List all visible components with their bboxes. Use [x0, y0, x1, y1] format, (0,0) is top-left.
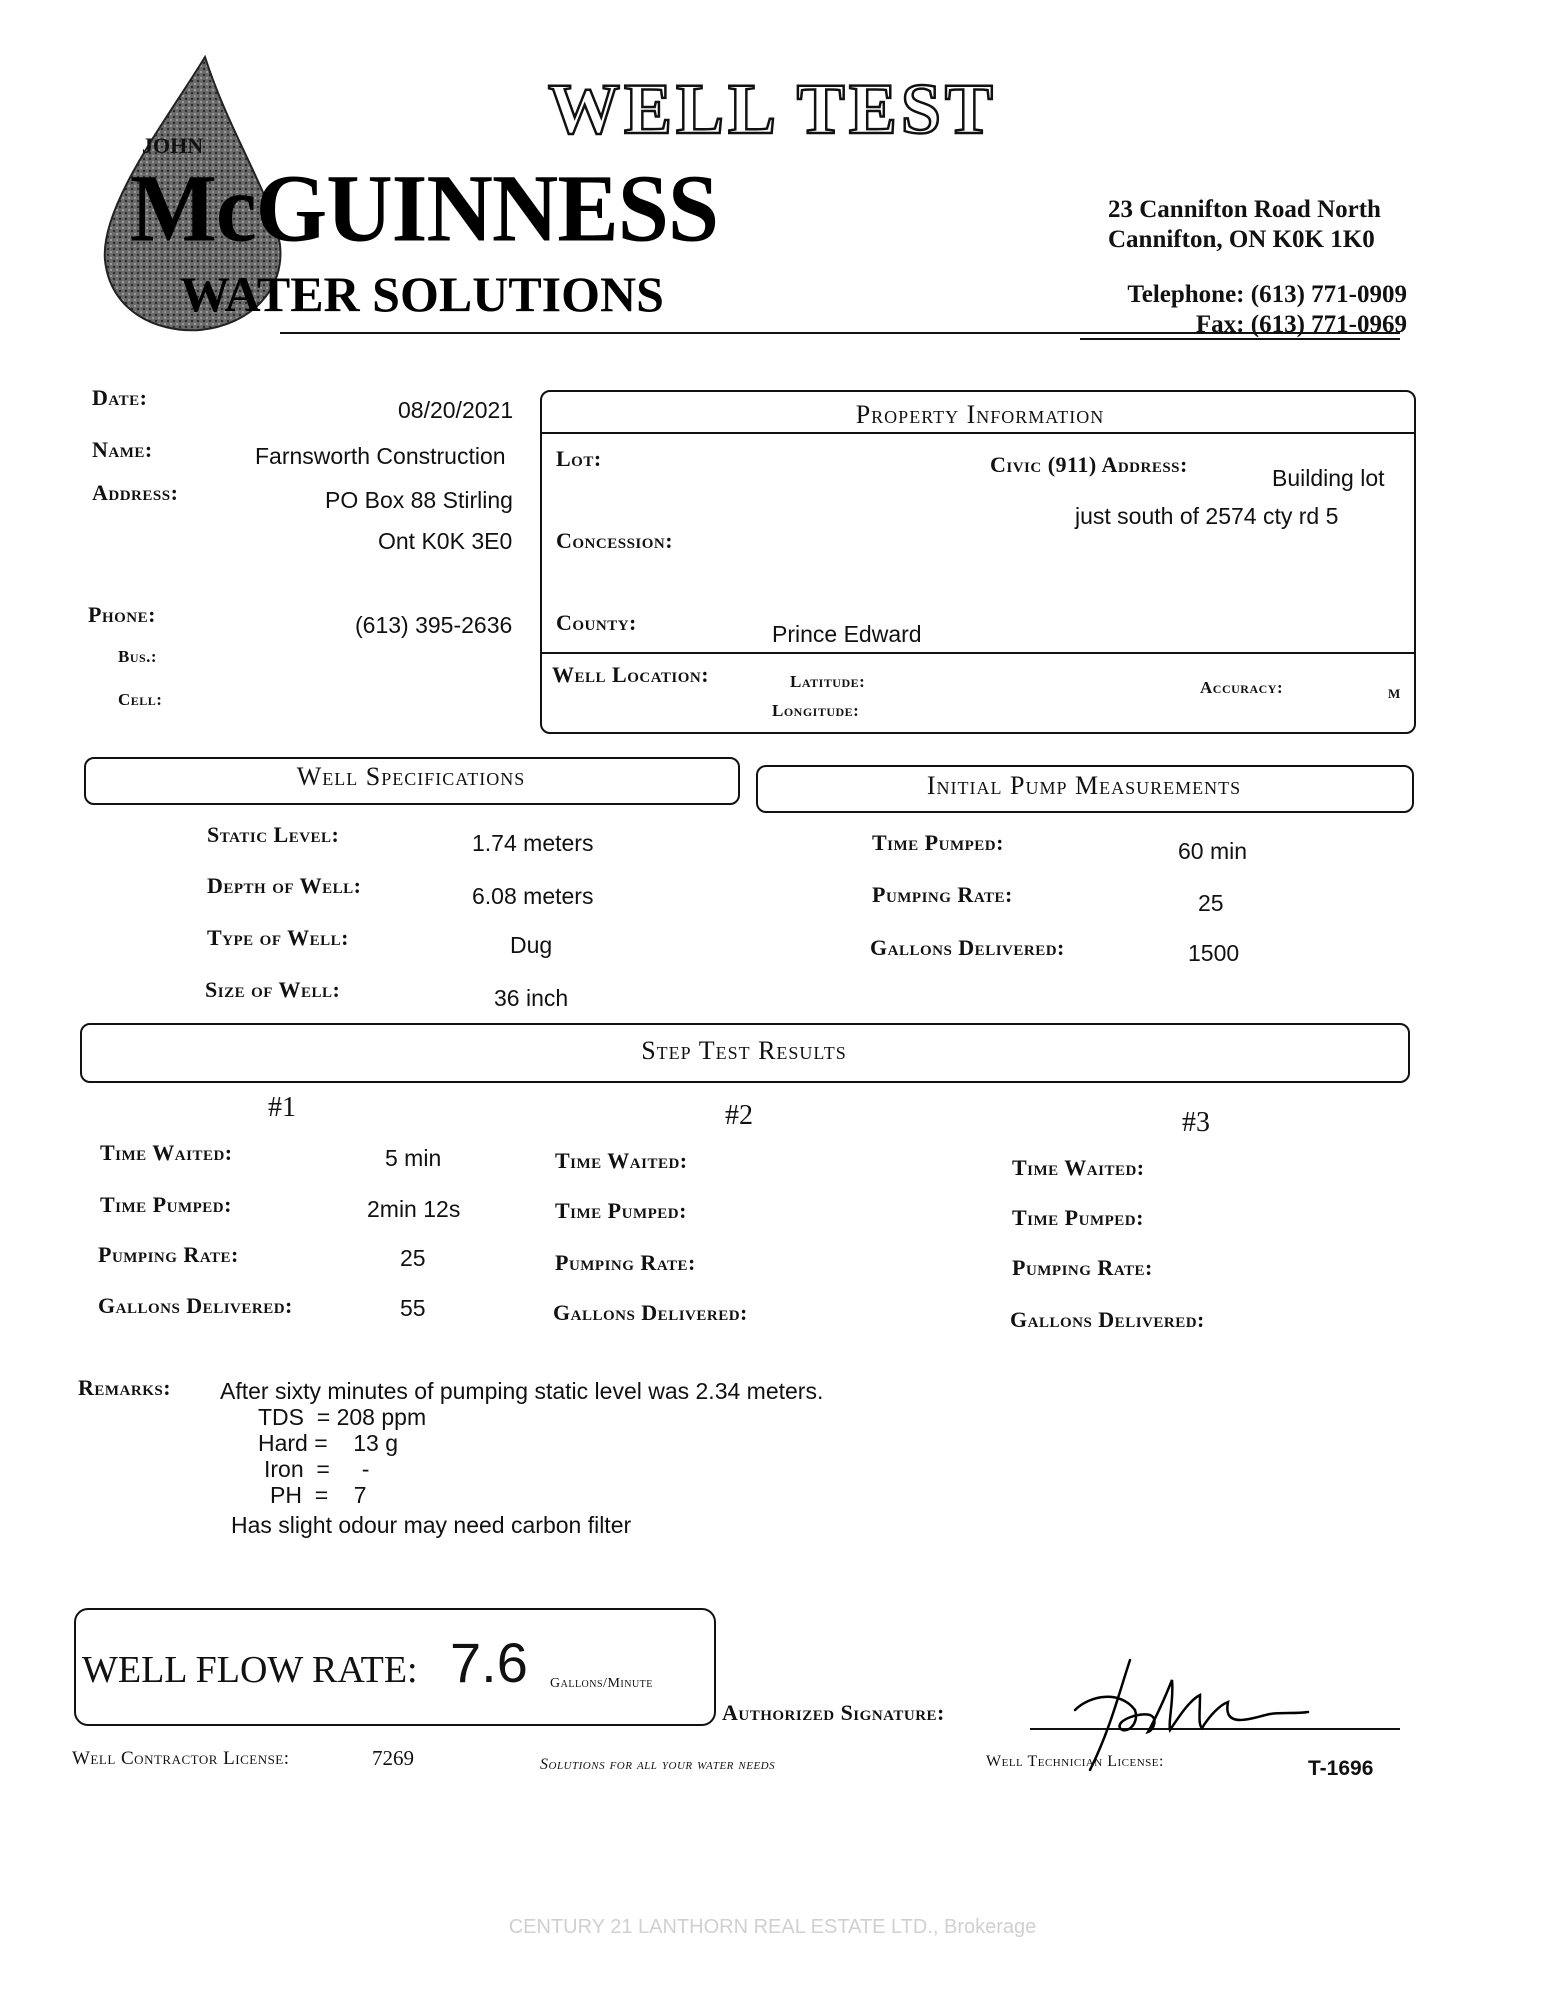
fax-value: (613) 771-0969 — [1250, 311, 1407, 338]
accuracy-label: Accuracy: — [1200, 678, 1284, 697]
civic-address-label: Civic (911) Address: — [990, 452, 1188, 477]
step-3-gallons-label: Gallons Delivered: — [1010, 1307, 1205, 1332]
logo-small-text: JOHN — [142, 133, 204, 158]
depth-label: Depth of Well: — [207, 873, 362, 898]
concession-label: Concession: — [556, 528, 674, 553]
step-1-gallons-value: 55 — [400, 1295, 426, 1321]
property-info-header-rule — [540, 432, 1414, 434]
date-label: Date: — [92, 385, 148, 410]
phone-value: (613) 395-2636 — [355, 612, 513, 638]
step-2-gallons-label: Gallons Delivered: — [553, 1300, 748, 1325]
step-1-time-waited-label: Time Waited: — [100, 1140, 233, 1165]
static-level-value: 1.74 meters — [472, 830, 594, 856]
remarks-hard: Hard = 13 g — [258, 1430, 398, 1456]
technician-license-label: Well Technician License: — [986, 1753, 1164, 1770]
property-info-title: Property Information — [855, 400, 1105, 429]
bus-label: Bus.: — [118, 647, 158, 666]
accuracy-unit: M — [1388, 686, 1401, 701]
initial-time-pumped-value: 60 min — [1178, 838, 1248, 864]
depth-value: 6.08 meters — [472, 883, 594, 909]
step-1-time-pumped-value: 2min 12s — [367, 1196, 461, 1222]
remarks-label: Remarks: — [78, 1375, 172, 1400]
document-title: WELL TEST — [548, 69, 997, 149]
name-value: Farnsworth Construction — [255, 443, 506, 469]
flow-rate-label: WELL FLOW RATE: — [82, 1649, 418, 1691]
flow-rate-unit: Gallons/Minute — [550, 1676, 653, 1691]
remarks-iron: Iron = - — [264, 1456, 370, 1482]
type-value: Dug — [510, 932, 553, 958]
initial-time-pumped-label: Time Pumped: — [872, 830, 1004, 855]
step-3-pumping-rate-label: Pumping Rate: — [1012, 1255, 1153, 1280]
telephone-label: Telephone: — [1127, 281, 1245, 308]
flow-rate-value: 7.6 — [450, 1631, 528, 1694]
fax-label: Fax: — [1195, 311, 1245, 338]
step-2-time-waited-label: Time Waited: — [555, 1148, 688, 1173]
longitude-label: Longitude: — [772, 701, 860, 720]
company-phone — [1095, 280, 1407, 340]
static-level-label: Static Level: — [207, 822, 340, 847]
authorized-signature-label: Authorized Signature: — [722, 1700, 945, 1725]
telephone-value: (613) 771-0909 — [1250, 281, 1407, 308]
address-line-1: 23 Cannifton Road North — [1108, 196, 1381, 223]
civic-address-value-1: Building lot — [1272, 465, 1385, 491]
initial-pump-title: Initial Pump Measurements — [926, 771, 1242, 800]
company-logo — [100, 55, 800, 335]
lot-label: Lot: — [556, 446, 602, 471]
name-label: Name: — [92, 437, 153, 462]
technician-license-value: T-1696 — [1308, 1757, 1374, 1780]
step-2-pumping-rate-label: Pumping Rate: — [555, 1250, 696, 1275]
cell-label: Cell: — [118, 690, 163, 709]
initial-pumping-rate-label: Pumping Rate: — [872, 882, 1013, 907]
initial-gallons-label: Gallons Delivered: — [870, 935, 1065, 960]
step-1-number: #1 — [268, 1092, 296, 1123]
step-1-pumping-rate-value: 25 — [400, 1245, 426, 1271]
logo-sub-text: WATER SOLUTIONS — [180, 266, 664, 322]
contractor-license-value: 7269 — [372, 1746, 414, 1770]
slogan: Solutions for all your water needs — [540, 1756, 776, 1773]
step-2-time-pumped-label: Time Pumped: — [555, 1198, 687, 1223]
civic-address-value-2: just south of 2574 cty rd 5 — [1075, 503, 1339, 529]
well-location-rule — [540, 652, 1414, 654]
address-line-2: Cannifton, ON K0K 1K0 — [1108, 226, 1375, 253]
remarks-line-1: After sixty minutes of pumping static level was 2.34 meters. — [220, 1378, 824, 1404]
step-1-time-waited-value: 5 min — [385, 1145, 442, 1171]
address-label: Address: — [92, 480, 179, 505]
company-address — [1108, 195, 1408, 255]
latitude-label: Latitude: — [790, 672, 866, 691]
phone-label: Phone: — [88, 602, 156, 627]
watermark: CENTURY 21 LANTHORN REAL ESTATE LTD., Brokerage — [508, 1916, 1037, 1938]
well-specs-title: Well Specifications — [296, 762, 526, 791]
county-label: County: — [556, 610, 637, 635]
step-3-number: #3 — [1182, 1107, 1210, 1138]
type-label: Type of Well: — [207, 925, 349, 950]
logo-main-text: McGUINNESS — [130, 154, 719, 262]
step-test-title: Step Test Results — [641, 1036, 847, 1065]
step-3-time-pumped-label: Time Pumped: — [1012, 1205, 1144, 1230]
step-2-number: #2 — [725, 1100, 753, 1131]
step-1-gallons-label: Gallons Delivered: — [98, 1293, 293, 1318]
step-1-time-pumped-label: Time Pumped: — [100, 1192, 232, 1217]
contractor-license-label: Well Contractor License: — [72, 1748, 290, 1769]
step-1-pumping-rate-label: Pumping Rate: — [98, 1242, 239, 1267]
county-value: Prince Edward — [772, 621, 922, 647]
address-value-2: Ont K0K 3E0 — [378, 528, 513, 554]
date-value: 08/20/2021 — [398, 397, 514, 423]
remarks-last-line: Has slight odour may need carbon filter — [231, 1512, 632, 1538]
address-value-1: PO Box 88 Stirling — [325, 487, 513, 513]
size-value: 36 inch — [494, 985, 569, 1011]
size-label: Size of Well: — [205, 977, 341, 1002]
remarks-tds: TDS = 208 ppm — [258, 1404, 427, 1430]
step-3-time-waited-label: Time Waited: — [1012, 1155, 1145, 1180]
initial-pumping-rate-value: 25 — [1198, 890, 1224, 916]
initial-gallons-value: 1500 — [1188, 940, 1240, 966]
remarks-ph: PH = 7 — [270, 1482, 367, 1508]
well-location-label: Well Location: — [552, 662, 710, 687]
